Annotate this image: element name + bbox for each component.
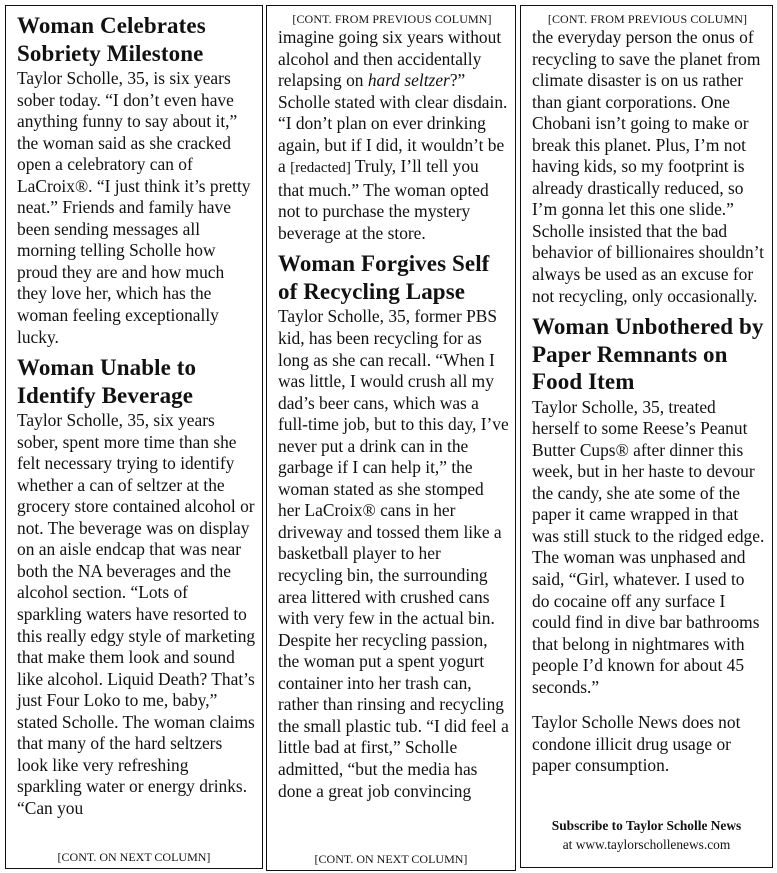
article-body-continued-recycling: the everyday person the onus of recycling to save the planet from climate disaster is on us rather than giant corporations. One Chobani isn’t going to make or break this planet. Plus, I’m not having kids, so my footprint is already drastically reduced, so I’m gonna let this one slide.” Scholle insisted that the bad behavior of billionaires shouldn’t always be used as an excuse for not recycling, only occasionally. [532, 27, 764, 306]
column-1 [5, 5, 263, 869]
subscribe-line: Subscribe to Taylor Scholle News [551, 818, 742, 833]
article-body-sobriety-milestone: Taylor Scholle, 35, is six years sober today. “I don’t even have anything funny to say about it,” the woman said as she cracked open a celebratory can of LaCroix®. “I just think it’s pretty neat.” Friends and family have been sending messages all morning telling Scholle how proud they are and how much they love her, which has the woman feeling exceptionally lucky. [17, 68, 251, 347]
continued-on-next-column: [CONT. ON NEXT COLUMN] [57, 850, 211, 864]
continued-from-previous-column: [CONT. FROM PREVIOUS COLUMN] [547, 12, 748, 26]
headline-forgives-recycling-lapse: Woman Forgives Self of Recycling Lapse [278, 251, 490, 304]
continued-text: Truly, I’ll tell you that much.” The woman opted not to purchase the mystery beverage at the store. [278, 156, 489, 243]
subscribe-notice [521, 816, 772, 854]
italic-text: hard seltzer [367, 70, 450, 91]
subscribe-url[interactable]: at www.taylorschollenews.com [562, 837, 731, 852]
column-3 [520, 5, 773, 868]
article-body-continued-beverage [278, 27, 509, 244]
article-body-unbothered-paper-remnants: Taylor Scholle, 35, treated herself to some Reese’s Peanut Butter Cups® after dinner this week, but in her haste to devour the candy, she ate some of the paper it came wrapped in that was still stuck to the ridged edge. The woman was unphased and said, “Girl, whatever. I used to do cocaine off any surface I could find in dive bar bathrooms that belong in nightmares with people I’d known for about 45 seconds.” [532, 396, 765, 697]
headline-unbothered-paper-remnants: Woman Unbothered by Paper Remnants on Food Item [532, 314, 764, 395]
redacted-text: [redacted] [290, 160, 351, 177]
headline-sobriety-milestone: Woman Celebrates Sobriety Milestone [17, 13, 206, 66]
article-body-unable-to-identify-beverage: Taylor Scholle, 35, six years sober, spent more time than she felt necessary trying to identify whether a can of seltzer at the grocery store contained alcohol or not. The beverage was on display on an aisle endcap that was near both the NA beverages and the alcohol section. “Lots of sparkling waters have resorted to this really edgy style of marketing that make them look and sound like alcohol. Liquid Death? That’s just Four Loko to me, baby,” stated Scholle. The woman claims that many of the hard seltzers look like very refreshing sparkling water or energy drinks. “Can you [17, 410, 256, 818]
disclaimer: Taylor Scholle News does not condone illicit drug usage or paper consumption. [532, 712, 741, 776]
continued-from-previous-column: [CONT. FROM PREVIOUS COLUMN] [292, 12, 492, 26]
continued-on-next-column: [CONT. ON NEXT COLUMN] [314, 852, 468, 866]
continued-text: imagine going six years without alcohol and then accidentally relapsing on [278, 27, 502, 91]
article-body-forgives-recycling-lapse: Taylor Scholle, 35, former PBS kid, has been recycling for as long as she can recall. “When I was little, I would crush all my dad’s beer cans, which was a full-time job, but to this day, I’ve never put a drink can in the garbage if I can help it,” the woman stated as she stomped her LaCroix® cans in her driveway and tossed them like a basketball player to her recycling bin, the surrounding area littered with crushed cans with very few in the actual bin. Despite her recycling passion, the woman put a spent yogurt container into her trash can, rather than rinsing and recycling the small plastic tub. “I did feel a little bad at first,” Scholle admitted, “but the media has done a great job convincing [278, 306, 509, 801]
column-2 [266, 5, 516, 871]
continued-text: ?” Scholle stated with clear disdain. “I don’t plan on ever drinking again, but if I did, it wouldn’t be a [278, 70, 508, 177]
headline-unable-to-identify-beverage: Woman Unable to Identify Beverage [17, 355, 197, 408]
